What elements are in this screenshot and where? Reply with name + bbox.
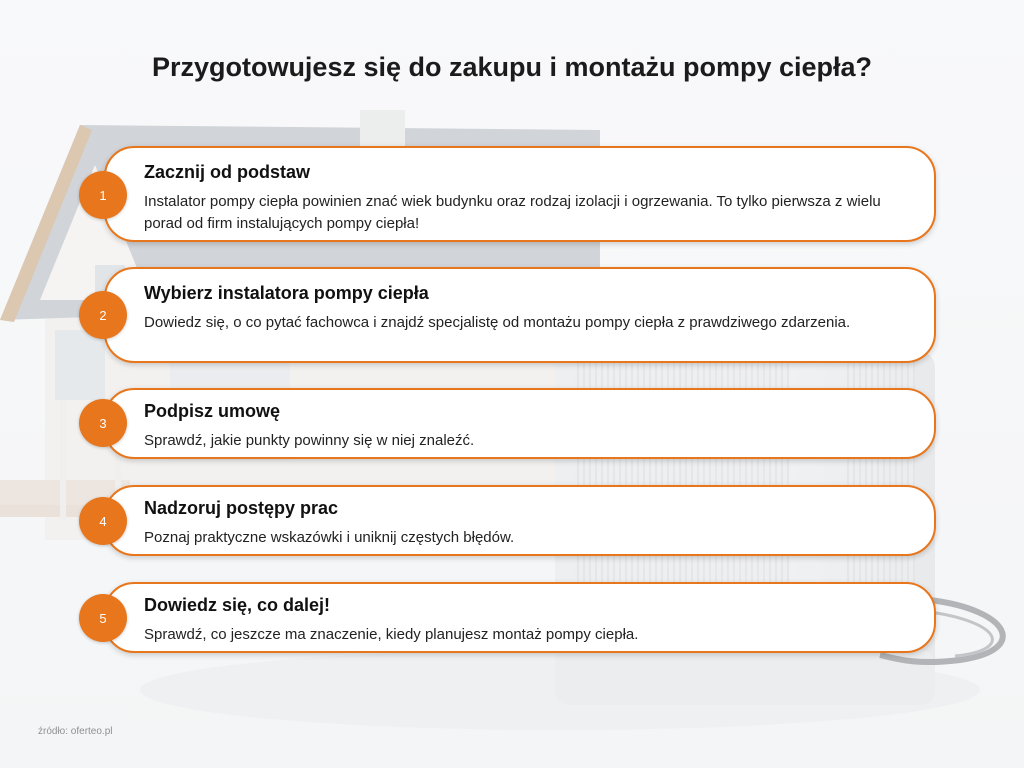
step-description: Poznaj praktyczne wskazówki i uniknij częstych błędów. [144, 529, 515, 546]
step-number-badge: 2 [79, 291, 127, 339]
step-card-2 [104, 267, 936, 363]
step-card-3 [104, 388, 936, 459]
step-number-badge: 5 [79, 594, 127, 642]
step-number-badge: 4 [79, 497, 127, 545]
source-credit: źródło: oferteo.pl [38, 726, 113, 737]
step-number-badge: 1 [79, 171, 127, 219]
step-card-4 [104, 485, 936, 556]
step-description: Instalator pompy ciepła powinien znać wiek budynku oraz rodzaj izolacji i ogrzewania. To tylko pierwsza z wielu porad od firm instalujących pompy ciepła! [144, 193, 881, 232]
step-card-5 [104, 582, 936, 653]
step-title: Dowiedz się, co dalej! [144, 595, 331, 615]
step-card-1 [104, 146, 936, 242]
step-number-badge: 3 [79, 399, 127, 447]
page-title: Przygotowujesz się do zakupu i montażu pompy ciepła? [151, 52, 873, 82]
step-title: Wybierz instalatora pompy ciepła [144, 283, 429, 303]
step-description: Dowiedz się, o co pytać fachowca i znajdź specjalistę od montażu pompy ciepła z prawdziwego zdarzenia. [144, 314, 851, 331]
step-description: Sprawdź, jakie punkty powinny się w niej znaleźć. [144, 432, 475, 449]
step-title: Nadzoruj postępy prac [144, 498, 339, 518]
step-title: Podpisz umowę [144, 401, 281, 421]
step-title: Zacznij od podstaw [144, 162, 311, 182]
step-description: Sprawdź, co jeszcze ma znaczenie, kiedy planujesz montaż pompy ciepła. [144, 626, 639, 643]
